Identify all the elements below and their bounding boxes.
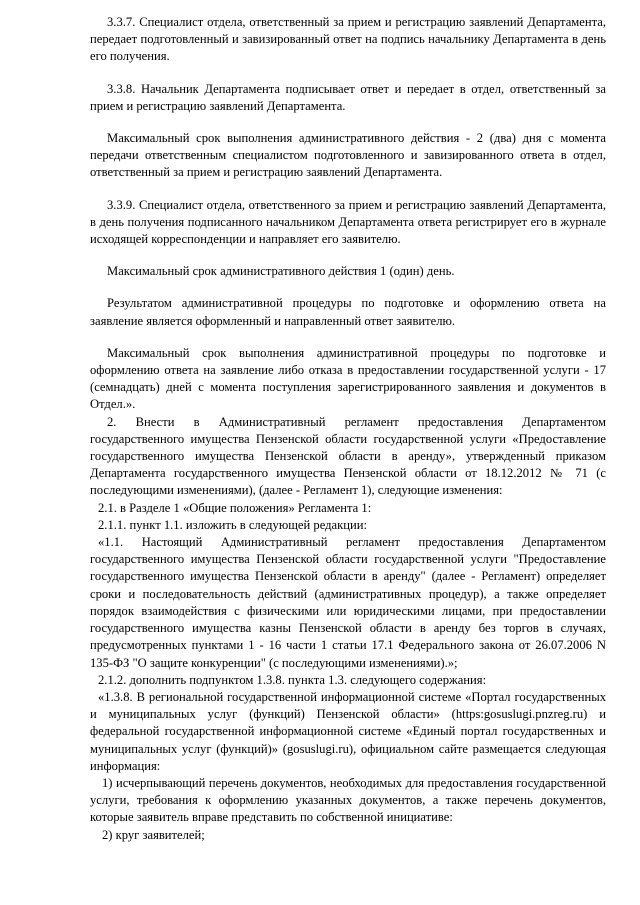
paragraph-3-3-9: 3.3.9. Специалист отдела, ответственного за прием и регистрацию заявлений Департамента, в день получения подписанного начальником Департамента ответа регистрирует его в журнале исходящей корреспонденции и направляет его заявителю.: [90, 197, 606, 247]
paragraph-3-3-7: 3.3.7. Специалист отдела, ответственный за прием и регистрацию заявлений Департамента, передает подготовленный и завизированный ответ на подпись начальнику Департамента в день его получения.: [90, 15, 606, 64]
paragraph-item-2-1: 2.1. в Разделе 1 «Общие положения» Регламента 1:: [98, 500, 372, 515]
paragraph-item-2: 2. Внести в Административный регламент предоставления Департаментом государственного имущества Пензенской области государственной услуги «Предоставление государственного имущества Пензенской области в аренду», утвержденный приказом Департамента государственного имущества Пензенской области от 18.12.2012 № 71 (с последующими изменениями), (далее - Регламент 1), следующие изменения:: [90, 414, 606, 498]
paragraph-item-2-1-2: 2.1.2. дополнить подпунктом 1.3.8. пункта 1.3. следующего содержания:: [98, 672, 487, 687]
paragraph-item-1-1: «1.1. Настоящий Административный регламент предоставления Департаментом государственного имущества Пензенской области государственной услуги "Предоставление государственного имущества Пензенской области в аренду" (далее - Регламент) определяет сроки и последовательность действий (административных процедур), а также определяет порядок взаимодействия с физическими или юридическими лицами, при предоставлении государственного имущества казны Пензенской области в аренду без торгов в случаях, предусмотренных пунктами 1 - 16 части 1 статьи 17.1 Федерального закона от 26.07.2006 N 135-ФЗ "О защите конкуренции" (с последующими изменениями).»;: [90, 535, 606, 670]
paragraph-max-term-1-day: Максимальный срок административного действия 1 (один) день.: [107, 264, 455, 279]
paragraph-list-item-1: 1) исчерпывающий перечень документов, необходимых для предоставления государственной услуги, требования к оформлению указанных документов, а также перечень документов, которые заявитель вправе представить по собственной инициативе:: [90, 775, 606, 825]
paragraph-item-1-3-8: «1.3.8. В региональной государственной информационной системе «Портал государственных и муниципальных услуг (функций) Пензенской области» (https:gosuslugi.pnzreg.ru) и федеральной государственной информационной системе «Единый портал государственных и муниципальных услуг (функций)» (gosuslugi.ru), официальном сайте размещается следующая информация:: [90, 689, 606, 773]
paragraph-3-3-8: 3.3.8. Начальник Департамента подписывает ответ и передает в отдел, ответственный за прием и регистрацию заявлений Департамента.: [90, 81, 606, 113]
paragraph-max-term-17-days: Максимальный срок выполнения административной процедуры по подготовке и оформлению ответа на заявление либо отказа в предоставлении государственной услуги - 17 (семнадцать) дней с момента поступления зарегистрированного заявления и документов в Отдел.».: [90, 345, 606, 412]
document-page: [90, 14, 606, 844]
paragraph-list-item-2: 2) круг заявителей;: [102, 827, 205, 842]
paragraph-max-term-2-days: Максимальный срок выполнения административного действия - 2 (два) дня с момента передачи ответственным специалистом подготовленного и завизированного ответа в отдел, ответственный за прием и регистрацию заявлений Департамента.: [90, 131, 606, 180]
paragraph-procedure-result: Результатом административной процедуры по подготовке и оформлению ответа на заявление является оформленный и направленный ответ заявителю.: [90, 296, 606, 328]
paragraph-item-2-1-1: 2.1.1. пункт 1.1. изложить в следующей редакции:: [98, 517, 367, 532]
